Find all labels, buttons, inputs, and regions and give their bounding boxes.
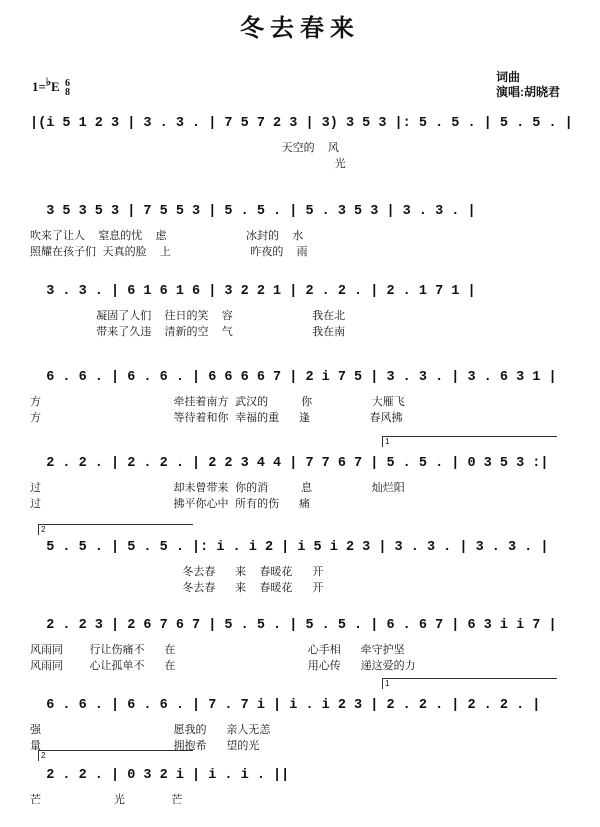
key-prefix: 1= bbox=[32, 79, 46, 95]
lyric-line-1: 风雨同 行让伤痛不 在 心手相 牵守护坚 bbox=[30, 643, 405, 656]
credit-line-2: 演唱 bbox=[496, 85, 521, 99]
credits bbox=[496, 70, 560, 100]
page-title: 冬去春来 bbox=[240, 14, 360, 42]
notation-line: 3 5 3 5 3 | 7 5 5 3 | 5 . 5 . | 5 . 3 5 3 | 3 . 3 . | bbox=[30, 204, 476, 219]
credit-name: :胡晓君 bbox=[520, 85, 561, 99]
volta-first-ending: 1 bbox=[382, 436, 557, 447]
score-row-5 bbox=[30, 454, 570, 526]
notation-line: 5 . 5 . | 5 . 5 . |: i . i 2 | i 5 i 2 3 | 3 . 3 . | 3 . 3 . | bbox=[30, 540, 549, 555]
score-row-3 bbox=[30, 282, 570, 354]
score-row-1 bbox=[30, 114, 573, 186]
credit-line-1: 词曲 bbox=[496, 70, 521, 84]
time-signature bbox=[65, 79, 70, 97]
lyric-line-2: 带来了久违 清新的空 气 我在南 bbox=[30, 325, 346, 338]
lyric-line-1: 天空的 风 bbox=[30, 141, 339, 154]
score-row-2 bbox=[30, 202, 570, 274]
lyric-line-2: 过 拂平你心中 所有的伤 痛 bbox=[30, 497, 310, 510]
key-tonic: E bbox=[51, 79, 60, 95]
lyric-line-2: 照耀在孩子们 天真的脸 上 昨夜的 雨 bbox=[30, 245, 308, 258]
notation-line: 2 . 2 . | 0 3 2 i | i . i . || bbox=[30, 768, 290, 783]
notation-line: 3 . 3 . | 6 1 6 1 6 | 3 2 2 1 | 2 . 2 . | 2 . 1 7 1 | bbox=[30, 284, 476, 299]
notation-line: 2 . 2 . | 2 . 2 . | 2 2 3 4 4 | 7 7 6 7 | 5 . 5 . | 0 3 5 3 :| bbox=[30, 456, 549, 471]
lyric-line-1: 方 牵挂着南方 武汉的 你 大雁飞 bbox=[30, 395, 405, 408]
key-signature bbox=[32, 76, 70, 97]
lyric-line-2: 风雨同 心让孤单不 在 用心传 递这爱的力 bbox=[30, 659, 416, 672]
lyric-line-2: 量 拥抱希 望的光 bbox=[30, 739, 260, 752]
score-row-9 bbox=[30, 766, 570, 826]
volta-second-ending: 2 bbox=[38, 524, 193, 535]
volta-first-ending-2: 1 bbox=[382, 678, 557, 689]
lyric-line-2: 冬去春 来 春暖花 开 bbox=[30, 581, 324, 594]
meter-top: 6 bbox=[64, 78, 70, 90]
notation-line: 2 . 2 3 | 2 6 7 6 7 | 5 . 5 . | 5 . 5 . | 6 . 6 7 | 6 3 i i 7 | bbox=[30, 618, 557, 633]
score-row-4 bbox=[30, 368, 570, 440]
lyric-line-1: 冬去春 来 春暖花 开 bbox=[30, 565, 324, 578]
lyric-line-1: 过 却未曾带来 你的消 息 灿烂阳 bbox=[30, 481, 405, 494]
lyric-line-1: 芒 光 芒 bbox=[30, 793, 183, 806]
flat-sign: ♭ bbox=[45, 77, 52, 89]
lyric-line-1: 凝固了人们 往日的笑 容 我在北 bbox=[30, 309, 346, 322]
lyric-line-2: 方 等待着和你 幸福的重 逢 春风拂 bbox=[30, 411, 403, 424]
lyric-line-2: 光 bbox=[30, 157, 346, 170]
lyric-line-1: 吹来了让人 窒息的忧 虑 冰封的 水 bbox=[30, 229, 304, 242]
score-row-6 bbox=[30, 538, 570, 610]
notation-line: 6 . 6 . | 6 . 6 . | 7 . 7 i | i . i 2 3 | 2 . 2 . | 2 . 2 . | bbox=[30, 698, 541, 713]
lyric-line-1: 强 愿我的 亲人无恙 bbox=[30, 723, 271, 736]
notation-line: |(i 5 1 2 3 | 3 . 3 . | 7 5 7 2 3 | 3) 3 5 3 |: 5 . 5 . | 5 . 5 . | bbox=[30, 116, 573, 131]
volta-second-ending-2: 2 bbox=[38, 750, 193, 761]
meter-bottom: 8 bbox=[64, 87, 70, 99]
notation-line: 6 . 6 . | 6 . 6 . | 6 6 6 6 7 | 2 i 7 5 | 3 . 3 . | 3 . 6 3 1 | bbox=[30, 370, 557, 385]
